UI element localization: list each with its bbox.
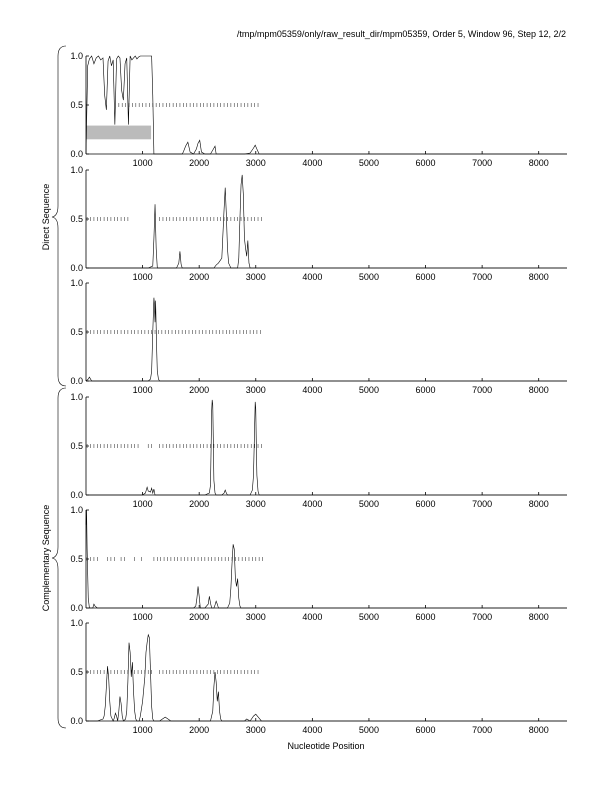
panel-5-x-tick-label: 7000 [472,612,493,622]
panel-3-y-tick-label: 1.0 [70,278,83,288]
panel-4-x-tick-label: 4000 [302,499,323,509]
panel-3-x-tick-label: 1000 [132,385,153,395]
panel-2-x-tick-label: 6000 [415,272,436,282]
panel-2-x-tick-label: 1000 [132,272,153,282]
panel-6-x-tick-label: 2000 [189,725,210,735]
panel-4-y-tick-label: 1.0 [70,392,83,402]
panel-5-x-tick-label: 3000 [245,612,266,622]
panel-3-x-tick-label: 7000 [472,385,493,395]
panel-2-x-tick-label: 5000 [358,272,379,282]
panel-2-x-tick-label: 3000 [245,272,266,282]
panel-1-y-tick-label: 1.0 [70,51,83,61]
panel-2-x-tick-label: 2000 [189,272,210,282]
panel-5-x-tick-label: 5000 [358,612,379,622]
panel-1-x-tick-label: 5000 [358,158,379,168]
panel-3-y-tick-label: 0.5 [70,327,83,337]
panel-3-x-tick-label: 5000 [358,385,379,395]
panel-5-y-tick-label: 0.5 [70,554,83,564]
group-label-direct: Direct Sequence [41,183,51,251]
panel-5-x-tick-label: 4000 [302,612,323,622]
panel-6-x-tick-label: 8000 [528,725,549,735]
panel-1-x-tick-label: 6000 [415,158,436,168]
panel-3-x-tick-label: 4000 [302,385,323,395]
panel-6-x-tick-label: 3000 [245,725,266,735]
panel-4-x-tick-label: 8000 [528,499,549,509]
panel-6-x-tick-label: 4000 [302,725,323,735]
panel-1-x-tick-label: 3000 [245,158,266,168]
panel-1-y-tick-label: 0.0 [70,149,83,159]
panel-5-x-tick-label: 6000 [415,612,436,622]
panel-3-x-tick-label: 2000 [189,385,210,395]
panel-1-y-tick-label: 0.5 [70,100,83,110]
panel-6-x-tick-label: 6000 [415,725,436,735]
panel-4-x-tick-label: 2000 [189,499,210,509]
panel-4-x-tick-label: 7000 [472,499,493,509]
panel-2-y-tick-label: 0.0 [70,263,83,273]
panel-4-x-tick-label: 1000 [132,499,153,509]
panel-2-y-tick-label: 1.0 [70,165,83,175]
panel-5-x-tick-label: 1000 [132,612,153,622]
x-axis-title: Nucleotide Position [287,741,365,751]
panel-3-x-tick-label: 8000 [528,385,549,395]
panel-2-x-tick-label: 7000 [472,272,493,282]
panel-1-x-tick-label: 1000 [132,158,153,168]
panel-1-x-tick-label: 4000 [302,158,323,168]
panel-3-y-tick-label: 0.0 [70,376,83,386]
panel-2-x-tick-label: 4000 [302,272,323,282]
panel-1-highlight-band [86,126,151,140]
panel-6-x-tick-label: 1000 [132,725,153,735]
panel-6-y-tick-label: 1.0 [70,618,83,628]
panel-6-y-tick-label: 0.5 [70,667,83,677]
panel-4-x-tick-label: 5000 [358,499,379,509]
panel-4-y-tick-label: 0.5 [70,441,83,451]
panel-6-x-tick-label: 5000 [358,725,379,735]
panel-1-x-tick-label: 7000 [472,158,493,168]
panel-4-y-tick-label: 0.0 [70,490,83,500]
panel-5-x-tick-label: 8000 [528,612,549,622]
panel-2-x-tick-label: 8000 [528,272,549,282]
panel-2-y-tick-label: 0.5 [70,214,83,224]
panel-5-y-tick-label: 0.0 [70,603,83,613]
panel-5-x-tick-label: 2000 [189,612,210,622]
group-label-complementary: Complementary Sequence [41,504,51,612]
header-title: /tmp/mpm05359/only/raw_result_dir/mpm05359, Order 5, Window 96, Step 12, 2/2 [236,29,566,39]
panel-1-x-tick-label: 8000 [528,158,549,168]
panel-6-y-tick-label: 0.0 [70,716,83,726]
panel-5-y-tick-label: 1.0 [70,505,83,515]
panel-4-x-tick-label: 6000 [415,499,436,509]
panel-4-x-tick-label: 3000 [245,499,266,509]
panel-6-x-tick-label: 7000 [472,725,493,735]
panel-1-x-tick-label: 2000 [189,158,210,168]
panel-3-x-tick-label: 6000 [415,385,436,395]
panel-3-x-tick-label: 3000 [245,385,266,395]
